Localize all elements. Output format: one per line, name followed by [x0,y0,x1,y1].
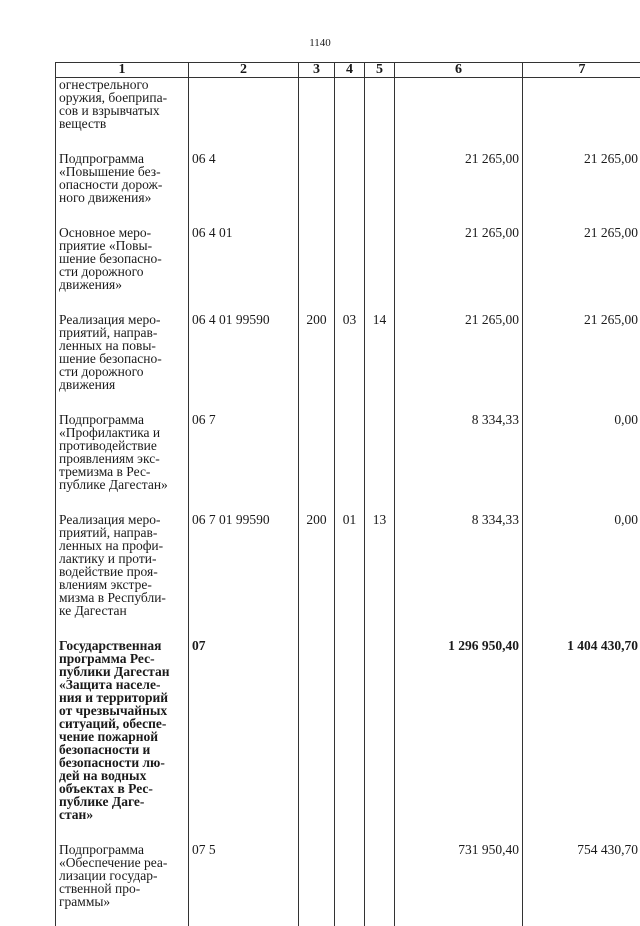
row-name-line: Подпрограмма [59,413,185,426]
row-col4-cell: 01 [335,513,365,639]
table-row [56,313,640,413]
row-value7-cell: 21 265,00 [523,152,640,226]
table-row [56,639,640,843]
row-name-cell [56,639,189,843]
row-name-cell [56,513,189,639]
row-value7-cell: 1 404 430,70 [523,639,640,843]
row-value6-cell: 8 334,33 [395,413,523,513]
row-name-cell [56,152,189,226]
row-col3-cell [299,78,335,153]
row-col4-cell [335,639,365,843]
row-name-line: шение безопасно- [59,352,185,365]
row-col5-cell [365,226,395,313]
row-value6-cell: 8 334,33 [395,513,523,639]
header-col-7: 7 [523,63,640,78]
row-name-line: приятие «Повы- [59,239,185,252]
row-name-line: ситуаций, обеспе- [59,717,185,730]
table-row [56,226,640,313]
row-value6-cell: 1 296 950,40 [395,639,523,843]
row-name-line: шение безопасно- [59,252,185,265]
row-value6-cell: 21 265,00 [395,152,523,226]
row-name-line: граммы» [59,895,185,908]
row-code-cell: 06 7 [189,413,299,513]
table-row [56,513,640,639]
row-name-line: Реализация меро- [59,313,185,326]
row-name-cell [56,226,189,313]
row-value7-cell: 0,00 [523,513,640,639]
row-name-line: мизма в Республи- [59,591,185,604]
row-col3-cell [299,152,335,226]
row-name-line: Реализация меро- [59,513,185,526]
row-code-cell: 06 7 01 99590 [189,513,299,639]
row-col5-cell [365,152,395,226]
row-col3-cell [299,843,335,926]
header-col-2: 2 [189,63,299,78]
row-name-cell [56,78,189,153]
row-name-line: сти дорожного [59,265,185,278]
table-row [56,843,640,926]
row-value7-cell: 21 265,00 [523,313,640,413]
row-col4-cell [335,152,365,226]
row-name-line: приятий, направ- [59,326,185,339]
row-col3-cell [299,639,335,843]
row-value6-cell: 21 265,00 [395,313,523,413]
row-value7-cell: 21 265,00 [523,226,640,313]
row-name-line: ния и территорий [59,691,185,704]
page-number: 1140 [0,37,640,49]
row-name-line: чение пожарной [59,730,185,743]
row-col5-cell: 13 [365,513,395,639]
row-col5-cell [365,639,395,843]
header-col-4: 4 [335,63,365,78]
row-name-line: объектах в Рес- [59,782,185,795]
table-row [56,78,640,153]
row-col3-cell [299,226,335,313]
row-name-line: безопасности лю- [59,756,185,769]
row-name-line: безопасности и [59,743,185,756]
row-col4-cell [335,226,365,313]
row-col5-cell [365,413,395,513]
header-row [56,63,640,78]
row-code-cell: 07 5 [189,843,299,926]
row-name-line: «Повышение без- [59,165,185,178]
row-name-line: огнестрельного [59,78,185,91]
row-name-line: Основное меро- [59,226,185,239]
row-name-cell [56,843,189,926]
row-name-line: сти дорожного [59,365,185,378]
row-name-line: программа Рес- [59,652,185,665]
row-col3-cell: 200 [299,313,335,413]
budget-table [55,62,640,926]
row-name-line: влениям экстре- [59,578,185,591]
header-col-6: 6 [395,63,523,78]
row-name-line: ственной про- [59,882,185,895]
row-name-line: проявлениям экс- [59,452,185,465]
row-name-line: опасности дорож- [59,178,185,191]
row-col5-cell [365,843,395,926]
row-name-line: «Защита населе- [59,678,185,691]
row-name-line: приятий, направ- [59,526,185,539]
row-name-line: сов и взрывчатых [59,104,185,117]
row-name-line: Подпрограмма [59,843,185,856]
row-value6-cell [395,78,523,153]
row-code-cell: 07 [189,639,299,843]
row-name-line: «Обеспечение реа- [59,856,185,869]
row-name-line: оружия, боеприпа- [59,91,185,104]
row-code-cell: 06 4 [189,152,299,226]
row-col4-cell [335,413,365,513]
row-name-line: «Профилактика и [59,426,185,439]
row-name-line: ке Дагестан [59,604,185,617]
header-col-1: 1 [56,63,189,78]
row-code-cell: 06 4 01 99590 [189,313,299,413]
row-code-cell: 06 4 01 [189,226,299,313]
row-name-cell [56,413,189,513]
row-value7-cell: 754 430,70 [523,843,640,926]
row-value7-cell: 0,00 [523,413,640,513]
row-value7-cell [523,78,640,153]
row-name-line: лизации государ- [59,869,185,882]
row-name-line: движения» [59,278,185,291]
row-name-line: движения [59,378,185,391]
row-col5-cell [365,78,395,153]
row-col4-cell [335,78,365,153]
row-value6-cell: 731 950,40 [395,843,523,926]
row-name-line: Государственная [59,639,185,652]
row-name-cell [56,313,189,413]
row-name-line: водействие проя- [59,565,185,578]
row-name-line: ленных на повы- [59,339,185,352]
row-col4-cell: 03 [335,313,365,413]
row-name-line: лактику и проти- [59,552,185,565]
row-name-line: веществ [59,117,185,130]
table-row [56,413,640,513]
row-name-line: тремизма в Рес- [59,465,185,478]
header-col-5: 5 [365,63,395,78]
row-name-line: Подпрограмма [59,152,185,165]
row-name-line: ного движения» [59,191,185,204]
table-row [56,152,640,226]
row-code-cell [189,78,299,153]
table-body [56,78,640,926]
row-name-line: противодействие [59,439,185,452]
header-col-3: 3 [299,63,335,78]
row-col3-cell [299,413,335,513]
row-name-line: стан» [59,808,185,821]
row-col4-cell [335,843,365,926]
row-col3-cell: 200 [299,513,335,639]
row-name-line: дей на водных [59,769,185,782]
row-name-line: публике Даге- [59,795,185,808]
row-name-line: от чрезвычайных [59,704,185,717]
row-name-line: ленных на профи- [59,539,185,552]
row-col5-cell: 14 [365,313,395,413]
row-value6-cell: 21 265,00 [395,226,523,313]
row-name-line: публике Дагестан» [59,478,185,491]
row-name-line: публики Дагестан [59,665,185,678]
